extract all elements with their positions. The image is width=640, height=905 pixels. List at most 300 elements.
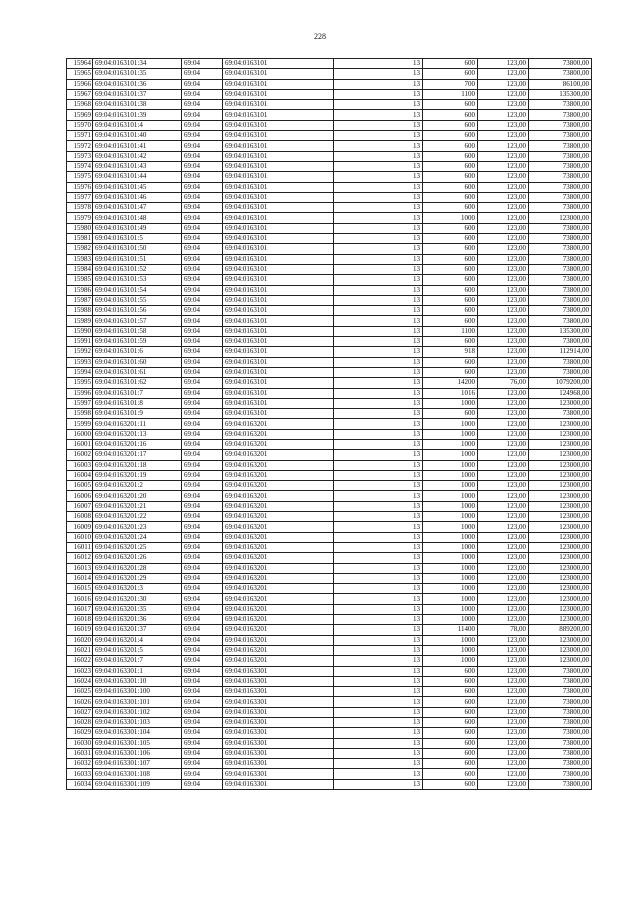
cadastral-number-cell: 69:04:0163301:104 <box>93 728 182 738</box>
cadastral-number-cell: 69:04:0163201:24 <box>93 532 182 542</box>
area-cell: 600 <box>423 151 478 161</box>
rate-cell: 123,00 <box>478 357 529 367</box>
block-number-cell: 69:04:0163101 <box>223 306 334 316</box>
table-row <box>67 460 592 470</box>
block-number-cell: 69:04:0163201 <box>223 501 334 511</box>
rate-cell: 123,00 <box>478 450 529 460</box>
block-number-cell: 69:04:0163201 <box>223 635 334 645</box>
block-number-cell: 69:04:0163201 <box>223 512 334 522</box>
table-row <box>67 306 592 316</box>
value-cell: 889200,00 <box>529 625 592 635</box>
cadastral-number-cell: 69:04:0163101:44 <box>93 172 182 182</box>
region-code-cell: 69:04 <box>182 316 223 326</box>
area-cell: 600 <box>423 676 478 686</box>
row-number-cell: 15983 <box>67 254 93 264</box>
area-cell: 600 <box>423 100 478 110</box>
row-number-cell: 15970 <box>67 120 93 130</box>
cadastral-number-cell: 69:04:0163101:55 <box>93 295 182 305</box>
table-row <box>67 337 592 347</box>
region-code-cell: 69:04 <box>182 347 223 357</box>
value-cell: 123000,00 <box>529 213 592 223</box>
rate-cell: 123,00 <box>478 512 529 522</box>
block-number-cell: 69:04:0163101 <box>223 100 334 110</box>
table-row <box>67 244 592 254</box>
category-code-cell: 13 <box>334 697 423 707</box>
area-cell: 918 <box>423 347 478 357</box>
category-code-cell: 13 <box>334 367 423 377</box>
area-cell: 600 <box>423 161 478 171</box>
region-code-cell: 69:04 <box>182 89 223 99</box>
rate-cell: 123,00 <box>478 666 529 676</box>
table-row <box>67 100 592 110</box>
table-row <box>67 131 592 141</box>
cadastral-number-cell: 69:04:0163101:35 <box>93 69 182 79</box>
table-row <box>67 635 592 645</box>
cadastral-number-cell: 69:04:0163301:10 <box>93 676 182 686</box>
cadastral-number-cell: 69:04:0163201:20 <box>93 491 182 501</box>
value-cell: 73800,00 <box>529 264 592 274</box>
block-number-cell: 69:04:0163101 <box>223 79 334 89</box>
cadastral-number-cell: 69:04:0163101:52 <box>93 264 182 274</box>
rate-cell: 123,00 <box>478 213 529 223</box>
region-code-cell: 69:04 <box>182 542 223 552</box>
rate-cell: 123,00 <box>478 398 529 408</box>
table-row <box>67 316 592 326</box>
row-number-cell: 16029 <box>67 728 93 738</box>
category-code-cell: 13 <box>334 439 423 449</box>
value-cell: 73800,00 <box>529 234 592 244</box>
category-code-cell: 13 <box>334 676 423 686</box>
row-number-cell: 16003 <box>67 460 93 470</box>
rate-cell: 123,00 <box>478 419 529 429</box>
category-code-cell: 13 <box>334 532 423 542</box>
row-number-cell: 16019 <box>67 625 93 635</box>
value-cell: 73800,00 <box>529 316 592 326</box>
value-cell: 73800,00 <box>529 110 592 120</box>
category-code-cell: 13 <box>334 769 423 779</box>
cadastral-number-cell: 69:04:0163101:60 <box>93 357 182 367</box>
table-row <box>67 161 592 171</box>
region-code-cell: 69:04 <box>182 759 223 769</box>
block-number-cell: 69:04:0163201 <box>223 625 334 635</box>
row-number-cell: 15973 <box>67 151 93 161</box>
region-code-cell: 69:04 <box>182 594 223 604</box>
area-cell: 1000 <box>423 429 478 439</box>
rate-cell: 123,00 <box>478 275 529 285</box>
cadastral-number-cell: 69:04:0163201:7 <box>93 656 182 666</box>
area-cell: 1000 <box>423 522 478 532</box>
row-number-cell: 16000 <box>67 429 93 439</box>
block-number-cell: 69:04:0163301 <box>223 666 334 676</box>
area-cell: 600 <box>423 357 478 367</box>
value-cell: 123000,00 <box>529 645 592 655</box>
cadastral-number-cell: 69:04:0163101:40 <box>93 131 182 141</box>
region-code-cell: 69:04 <box>182 131 223 141</box>
row-number-cell: 15982 <box>67 244 93 254</box>
block-number-cell: 69:04:0163101 <box>223 388 334 398</box>
rate-cell: 123,00 <box>478 347 529 357</box>
category-code-cell: 13 <box>334 460 423 470</box>
value-cell: 123000,00 <box>529 501 592 511</box>
table-row <box>67 398 592 408</box>
table-row <box>67 645 592 655</box>
category-code-cell: 13 <box>334 131 423 141</box>
region-code-cell: 69:04 <box>182 254 223 264</box>
cadastral-number-cell: 69:04:0163201:23 <box>93 522 182 532</box>
rate-cell: 123,00 <box>478 676 529 686</box>
value-cell: 73800,00 <box>529 337 592 347</box>
row-number-cell: 16018 <box>67 615 93 625</box>
value-cell: 123000,00 <box>529 439 592 449</box>
value-cell: 73800,00 <box>529 707 592 717</box>
block-number-cell: 69:04:0163101 <box>223 347 334 357</box>
table-row <box>67 491 592 501</box>
cadastral-number-cell: 69:04:0163101:48 <box>93 213 182 223</box>
area-cell: 1000 <box>423 532 478 542</box>
category-code-cell: 13 <box>334 398 423 408</box>
row-number-cell: 15996 <box>67 388 93 398</box>
cadastral-number-cell: 69:04:0163201:29 <box>93 573 182 583</box>
value-cell: 73800,00 <box>529 779 592 789</box>
rate-cell: 123,00 <box>478 223 529 233</box>
table-row <box>67 69 592 79</box>
category-code-cell: 13 <box>334 501 423 511</box>
region-code-cell: 69:04 <box>182 604 223 614</box>
rate-cell: 123,00 <box>478 501 529 511</box>
rate-cell: 123,00 <box>478 481 529 491</box>
value-cell: 123000,00 <box>529 656 592 666</box>
value-cell: 73800,00 <box>529 131 592 141</box>
table-row <box>67 542 592 552</box>
block-number-cell: 69:04:0163101 <box>223 151 334 161</box>
rate-cell: 123,00 <box>478 687 529 697</box>
table-row <box>67 89 592 99</box>
rate-cell: 123,00 <box>478 100 529 110</box>
cadastral-number-cell: 69:04:0163101:53 <box>93 275 182 285</box>
category-code-cell: 13 <box>334 151 423 161</box>
row-number-cell: 16010 <box>67 532 93 542</box>
block-number-cell: 69:04:0163101 <box>223 141 334 151</box>
category-code-cell: 13 <box>334 615 423 625</box>
table-row <box>67 604 592 614</box>
table-row <box>67 409 592 419</box>
value-cell: 135300,00 <box>529 89 592 99</box>
table-row <box>67 769 592 779</box>
category-code-cell: 13 <box>334 522 423 532</box>
rate-cell: 123,00 <box>478 285 529 295</box>
row-number-cell: 16032 <box>67 759 93 769</box>
table-row <box>67 203 592 213</box>
block-number-cell: 69:04:0163301 <box>223 728 334 738</box>
row-number-cell: 15971 <box>67 131 93 141</box>
area-cell: 600 <box>423 203 478 213</box>
area-cell: 600 <box>423 707 478 717</box>
region-code-cell: 69:04 <box>182 563 223 573</box>
table-row <box>67 450 592 460</box>
table-row <box>67 707 592 717</box>
region-code-cell: 69:04 <box>182 676 223 686</box>
area-cell: 600 <box>423 141 478 151</box>
value-cell: 73800,00 <box>529 141 592 151</box>
region-code-cell: 69:04 <box>182 110 223 120</box>
rate-cell: 123,00 <box>478 244 529 254</box>
cadastral-number-cell: 69:04:0163101:62 <box>93 378 182 388</box>
category-code-cell: 13 <box>334 666 423 676</box>
value-cell: 73800,00 <box>529 687 592 697</box>
rate-cell: 123,00 <box>478 326 529 336</box>
row-number-cell: 16031 <box>67 748 93 758</box>
page-number: 228 <box>314 32 326 41</box>
table-row <box>67 625 592 635</box>
block-number-cell: 69:04:0163301 <box>223 697 334 707</box>
region-code-cell: 69:04 <box>182 532 223 542</box>
area-cell: 600 <box>423 69 478 79</box>
cadastral-number-cell: 69:04:0163201:2 <box>93 481 182 491</box>
area-cell: 600 <box>423 254 478 264</box>
value-cell: 123000,00 <box>529 573 592 583</box>
region-code-cell: 69:04 <box>182 264 223 274</box>
value-cell: 73800,00 <box>529 738 592 748</box>
table-row <box>67 141 592 151</box>
value-cell: 123000,00 <box>529 398 592 408</box>
table-row <box>67 295 592 305</box>
area-cell: 600 <box>423 687 478 697</box>
category-code-cell: 13 <box>334 234 423 244</box>
region-code-cell: 69:04 <box>182 553 223 563</box>
rate-cell: 123,00 <box>478 645 529 655</box>
cadastral-number-cell: 69:04:0163101:42 <box>93 151 182 161</box>
area-cell: 1000 <box>423 635 478 645</box>
rate-cell: 123,00 <box>478 769 529 779</box>
value-cell: 123000,00 <box>529 594 592 604</box>
block-number-cell: 69:04:0163101 <box>223 295 334 305</box>
rate-cell: 123,00 <box>478 388 529 398</box>
area-cell: 600 <box>423 759 478 769</box>
category-code-cell: 13 <box>334 718 423 728</box>
table-row <box>67 470 592 480</box>
value-cell: 73800,00 <box>529 192 592 202</box>
row-number-cell: 15999 <box>67 419 93 429</box>
region-code-cell: 69:04 <box>182 295 223 305</box>
block-number-cell: 69:04:0163201 <box>223 460 334 470</box>
row-number-cell: 16005 <box>67 481 93 491</box>
block-number-cell: 69:04:0163101 <box>223 337 334 347</box>
cadastral-number-cell: 69:04:0163201:11 <box>93 419 182 429</box>
table-row <box>67 501 592 511</box>
category-code-cell: 13 <box>334 120 423 130</box>
row-number-cell: 16011 <box>67 542 93 552</box>
block-number-cell: 69:04:0163201 <box>223 656 334 666</box>
area-cell: 600 <box>423 718 478 728</box>
block-number-cell: 69:04:0163201 <box>223 419 334 429</box>
category-code-cell: 13 <box>334 244 423 254</box>
cadastral-number-cell: 69:04:0163201:28 <box>93 563 182 573</box>
table-row <box>67 429 592 439</box>
value-cell: 73800,00 <box>529 203 592 213</box>
block-number-cell: 69:04:0163201 <box>223 522 334 532</box>
rate-cell: 123,00 <box>478 522 529 532</box>
rate-cell: 123,00 <box>478 594 529 604</box>
cadastral-number-cell: 69:04:0163101:47 <box>93 203 182 213</box>
cadastral-number-cell: 69:04:0163101:41 <box>93 141 182 151</box>
table-row <box>67 532 592 542</box>
category-code-cell: 13 <box>334 625 423 635</box>
value-cell: 123000,00 <box>529 481 592 491</box>
block-number-cell: 69:04:0163201 <box>223 584 334 594</box>
row-number-cell: 15975 <box>67 172 93 182</box>
block-number-cell: 69:04:0163201 <box>223 553 334 563</box>
area-cell: 600 <box>423 306 478 316</box>
region-code-cell: 69:04 <box>182 398 223 408</box>
block-number-cell: 69:04:0163301 <box>223 707 334 717</box>
table-row <box>67 182 592 192</box>
category-code-cell: 13 <box>334 779 423 789</box>
block-number-cell: 69:04:0163201 <box>223 532 334 542</box>
value-cell: 123000,00 <box>529 532 592 542</box>
area-cell: 1000 <box>423 584 478 594</box>
table-row <box>67 192 592 202</box>
category-code-cell: 13 <box>334 69 423 79</box>
cadastral-number-cell: 69:04:0163201:30 <box>93 594 182 604</box>
region-code-cell: 69:04 <box>182 306 223 316</box>
row-number-cell: 16021 <box>67 645 93 655</box>
cadastral-number-cell: 69:04:0163101:46 <box>93 192 182 202</box>
cadastral-number-cell: 69:04:0163101:39 <box>93 110 182 120</box>
block-number-cell: 69:04:0163301 <box>223 769 334 779</box>
rate-cell: 123,00 <box>478 470 529 480</box>
value-cell: 73800,00 <box>529 409 592 419</box>
region-code-cell: 69:04 <box>182 460 223 470</box>
cadastral-number-cell: 69:04:0163101:36 <box>93 79 182 89</box>
row-number-cell: 15968 <box>67 100 93 110</box>
cadastral-number-cell: 69:04:0163101:37 <box>93 89 182 99</box>
block-number-cell: 69:04:0163101 <box>223 357 334 367</box>
area-cell: 1000 <box>423 460 478 470</box>
rate-cell: 123,00 <box>478 172 529 182</box>
area-cell: 600 <box>423 748 478 758</box>
row-number-cell: 16030 <box>67 738 93 748</box>
value-cell: 123000,00 <box>529 419 592 429</box>
value-cell: 73800,00 <box>529 759 592 769</box>
category-code-cell: 13 <box>334 378 423 388</box>
rate-cell: 123,00 <box>478 604 529 614</box>
area-cell: 1000 <box>423 542 478 552</box>
row-number-cell: 16006 <box>67 491 93 501</box>
region-code-cell: 69:04 <box>182 182 223 192</box>
row-number-cell: 15966 <box>67 79 93 89</box>
row-number-cell: 15965 <box>67 69 93 79</box>
value-cell: 73800,00 <box>529 59 592 69</box>
table-row <box>67 347 592 357</box>
table-row <box>67 419 592 429</box>
category-code-cell: 13 <box>334 728 423 738</box>
table-row <box>67 151 592 161</box>
category-code-cell: 13 <box>334 748 423 758</box>
region-code-cell: 69:04 <box>182 522 223 532</box>
category-code-cell: 13 <box>334 213 423 223</box>
category-code-cell: 13 <box>334 481 423 491</box>
value-cell: 73800,00 <box>529 161 592 171</box>
block-number-cell: 69:04:0163101 <box>223 275 334 285</box>
category-code-cell: 13 <box>334 707 423 717</box>
block-number-cell: 69:04:0163101 <box>223 367 334 377</box>
area-cell: 600 <box>423 131 478 141</box>
row-number-cell: 16028 <box>67 718 93 728</box>
area-cell: 1000 <box>423 594 478 604</box>
category-code-cell: 13 <box>334 584 423 594</box>
block-number-cell: 69:04:0163201 <box>223 645 334 655</box>
rate-cell: 123,00 <box>478 131 529 141</box>
rate-cell: 123,00 <box>478 141 529 151</box>
block-number-cell: 69:04:0163201 <box>223 563 334 573</box>
cadastral-number-cell: 69:04:0163301:108 <box>93 769 182 779</box>
region-code-cell: 69:04 <box>182 285 223 295</box>
row-number-cell: 15964 <box>67 59 93 69</box>
row-number-cell: 15998 <box>67 409 93 419</box>
table-row <box>67 728 592 738</box>
rate-cell: 123,00 <box>478 615 529 625</box>
rate-cell: 123,00 <box>478 151 529 161</box>
rate-cell: 123,00 <box>478 584 529 594</box>
category-code-cell: 13 <box>334 326 423 336</box>
cadastral-number-cell: 69:04:0163201:36 <box>93 615 182 625</box>
row-number-cell: 16026 <box>67 697 93 707</box>
block-number-cell: 69:04:0163301 <box>223 718 334 728</box>
row-number-cell: 16027 <box>67 707 93 717</box>
category-code-cell: 13 <box>334 553 423 563</box>
rate-cell: 123,00 <box>478 542 529 552</box>
region-code-cell: 69:04 <box>182 615 223 625</box>
rate-cell: 123,00 <box>478 697 529 707</box>
row-number-cell: 15986 <box>67 285 93 295</box>
value-cell: 123000,00 <box>529 460 592 470</box>
region-code-cell: 69:04 <box>182 326 223 336</box>
category-code-cell: 13 <box>334 635 423 645</box>
row-number-cell: 16015 <box>67 584 93 594</box>
row-number-cell: 16033 <box>67 769 93 779</box>
cadastral-number-cell: 69:04:0163101:9 <box>93 409 182 419</box>
rate-cell: 123,00 <box>478 203 529 213</box>
row-number-cell: 16013 <box>67 563 93 573</box>
cadastral-number-cell: 69:04:0163101:7 <box>93 388 182 398</box>
table-row <box>67 687 592 697</box>
row-number-cell: 16008 <box>67 512 93 522</box>
block-number-cell: 69:04:0163101 <box>223 213 334 223</box>
block-number-cell: 69:04:0163201 <box>223 439 334 449</box>
region-code-cell: 69:04 <box>182 470 223 480</box>
area-cell: 1000 <box>423 604 478 614</box>
region-code-cell: 69:04 <box>182 738 223 748</box>
block-number-cell: 69:04:0163101 <box>223 316 334 326</box>
region-code-cell: 69:04 <box>182 213 223 223</box>
area-cell: 1100 <box>423 89 478 99</box>
cadastral-number-cell: 69:04:0163201:37 <box>93 625 182 635</box>
value-cell: 73800,00 <box>529 182 592 192</box>
category-code-cell: 13 <box>334 79 423 89</box>
block-number-cell: 69:04:0163101 <box>223 398 334 408</box>
area-cell: 600 <box>423 779 478 789</box>
category-code-cell: 13 <box>334 738 423 748</box>
rate-cell: 123,00 <box>478 182 529 192</box>
region-code-cell: 69:04 <box>182 367 223 377</box>
category-code-cell: 13 <box>334 306 423 316</box>
value-cell: 73800,00 <box>529 666 592 676</box>
cadastral-value-table <box>66 58 592 790</box>
table-row <box>67 120 592 130</box>
block-number-cell: 69:04:0163301 <box>223 759 334 769</box>
region-code-cell: 69:04 <box>182 419 223 429</box>
rate-cell: 123,00 <box>478 635 529 645</box>
